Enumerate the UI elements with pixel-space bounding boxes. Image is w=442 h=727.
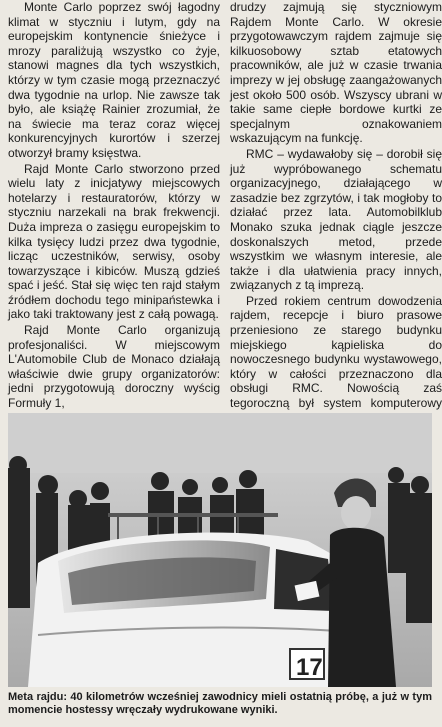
article-left-column [8,0,220,425]
article-right-column [230,0,442,425]
article-paragraph: Rajd Monte Carlo organizują profesjonaliści. W miejscowym L'Automobile Club de Monaco działają właściwie dwie grupy organizatorów: jedni przygotowują doroczny wyścig Formuły 1, [8,323,220,411]
photo-caption [8,691,432,717]
car-number: 17 [296,654,323,681]
article-paragraph: RMC – wydawałoby się – dorobił się już wypróbowanego schematu organizacyjnego, działającego w zasadzie bez zgrzytów, i tak mogłoby to działać przez lata. Automobilklub Monako szuka jednak ciągle jeszcze doskonalszych metod, przede wszystkim we własnym interesie, ale także i dla ułatwienia pracy innych, związanych z tą imprezą. [230,146,442,293]
article-body [8,0,442,411]
article-paragraph: Monte Carlo poprzez swój łagodny klimat w styczniu i lutym, gdy na europejskim kontynencie śnieżyce i mrozy paraliżują wszystko co żyje, stanowi magnes dla tych wszystkich, którzy w tym czasie mogą przeznaczyć dwa tygodnie na urlop. Nie zawsze tak było, ale książę Rainier zrozumiał, że na świecie ma teraz coraz więcej konkurencyjnych kurortów i szerzej otworzył bramy księstwa. [8,0,220,160]
caption-label: Meta rajdu: [8,691,68,703]
rally-finish-photo [8,413,432,687]
article-paragraph: drudzy zajmują się styczniowym Rajdem Monte Carlo. W okresie przygotowawczym rajdem zajmuje się kilkuosobowy sztab etatowych pracowników, ale już w czasie trwania imprezy w jej obsługę zaangażowanych jest około 500 osób. Wszyscy ubrani w takie same ciepłe bordowe kurtki ze specjalnym oznakowaniem wskazującym na funkcję. [230,0,442,146]
article-paragraph: Przed rokiem centrum dowodzenia rajdem, recepcje i biuro prasowe przeniesiono ze starego budynku miejskiego kąpieliska do nowoczesnego budynku wystawowego, który w całości przeznaczono dla obsługi RMC. Nowością zaś tegoroczną był system komputerowy [230,293,442,411]
caption-text: 40 kilometrów wcześniej zawodnicy mieli ostatnią próbę, a już w tym momencie hostessy wręczały wydrukowane wyniki. [8,691,432,716]
article-paragraph: Rajd Monte Carlo stworzono przed wielu laty z inicjatywy miejscowych hotelarzy i restauratorów, którzy w styczniu narzekali na brak frekwencji. Duża impreza o zasięgu europejskim to kilka tysięcy ludzi przez dwa tygodnie, licząc uczestników, serwisy, osoby towarzyszące i kibiców. Muszą gdzieś spać i jeść. Stał się więc ten rajd stałym źródłem dochodu tego minipaństewka i jako taki traktowany jest z całą powagą. [8,161,220,322]
